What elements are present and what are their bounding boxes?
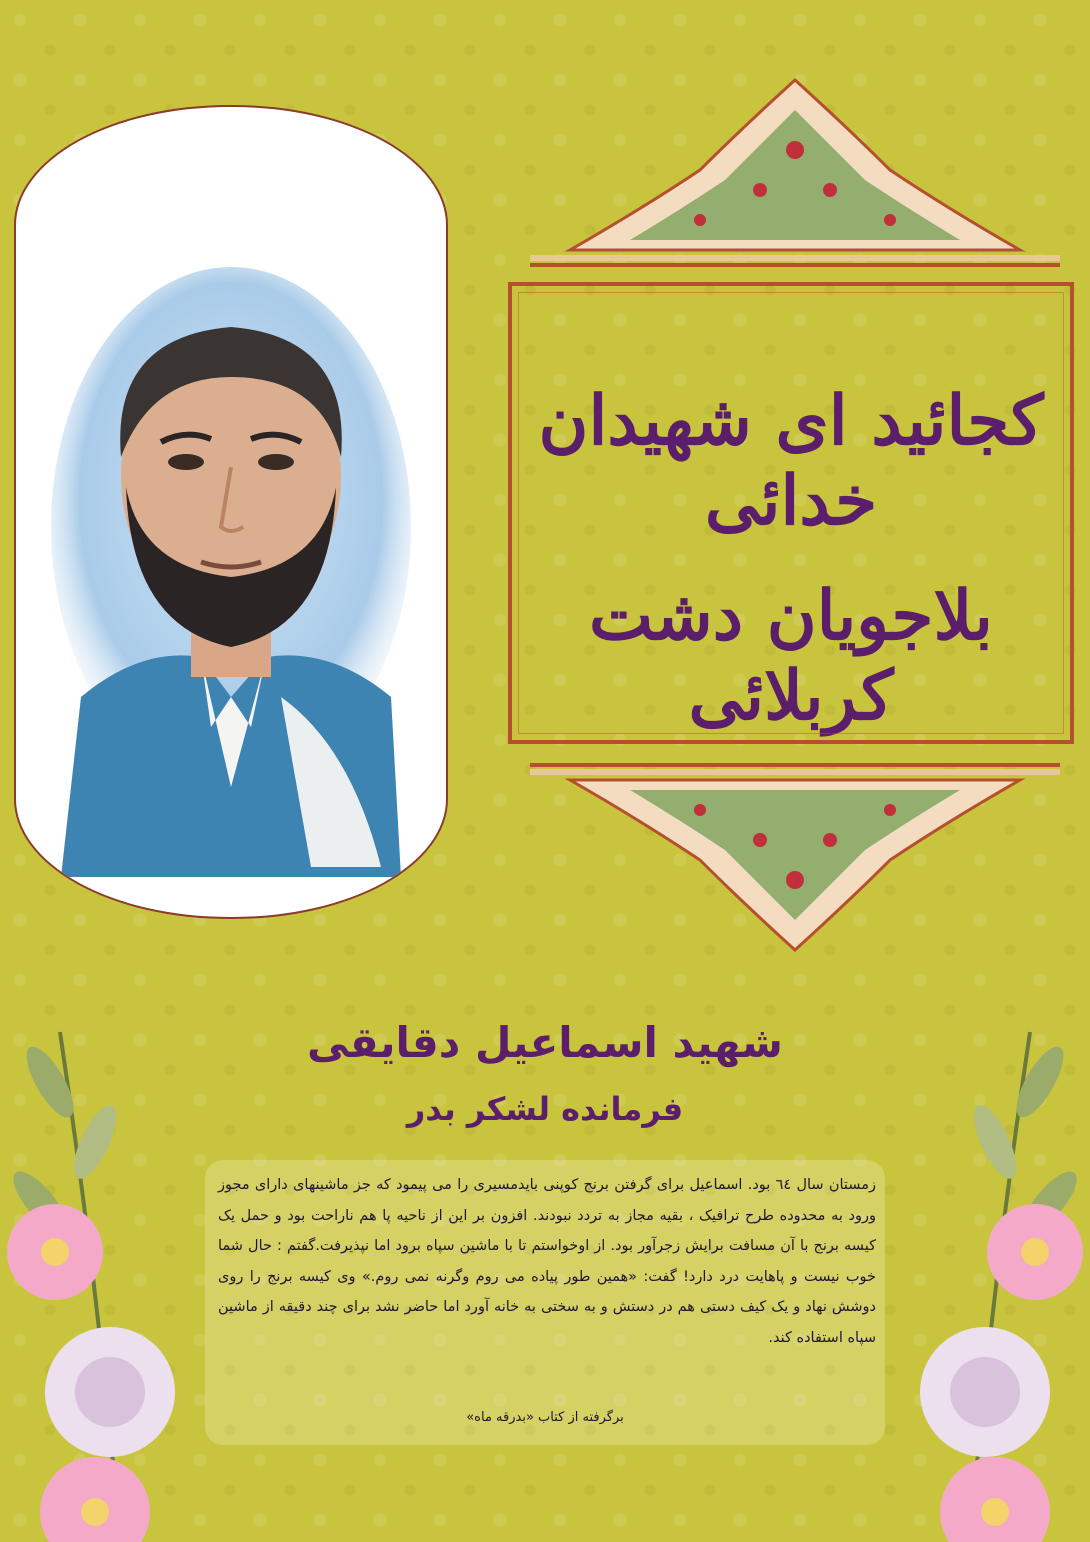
- martyr-role: فرمانده لشکر بدر: [406, 1090, 684, 1128]
- calligraphy-line-1: کجائید ای شهیدان خدائی: [538, 381, 1044, 541]
- calligraphy-line-2: بلاجویان دشت کربلائی: [589, 576, 993, 736]
- arabesque-ornament-bottom: [530, 760, 1060, 960]
- portrait-frame: [14, 105, 448, 919]
- flower-decoration-right: [850, 1002, 1090, 1542]
- arabesque-ornament-top: [530, 70, 1060, 270]
- flower-decoration-left: [0, 1002, 240, 1542]
- source-credit: برگرفته از کتاب «بدرقه ماه»: [466, 1410, 624, 1425]
- martyr-name: شهید اسماعیل دقایقی: [307, 1018, 783, 1067]
- calligraphy-frame: [508, 282, 1074, 744]
- memoir-text: زمستان سال ٦٤ بود. اسماعیل برای گرفتن برنج کوپنی بایدمسیری را می پیمود که جز ماشینهای دارای مجوز ورود به محدوده طرح ترافیک ، بقیه مجاز به تردد نبودند. افزون بر این از ناحیه پا هم ناراحت بود و حمل یک کیسه برنج با آن مسافت برایش زجرآور بود. از اوخواستم تا با ماشین سپاه برود اما نپذیرفت.گفتم : حال شما خوب نیست و پاهایت درد دارد! گفت: «همین طور پیاده می روم وگرنه نمی روم.» وی کیسه برنج را روی دوشش نهاد و یک کیف دستی هم در دستش و به سختی به خانه آورد اما حاضر نشد برای چند دقیقه از ماشین سپاه استفاده کند.: [218, 1177, 876, 1346]
- martyr-portrait: [51, 227, 411, 887]
